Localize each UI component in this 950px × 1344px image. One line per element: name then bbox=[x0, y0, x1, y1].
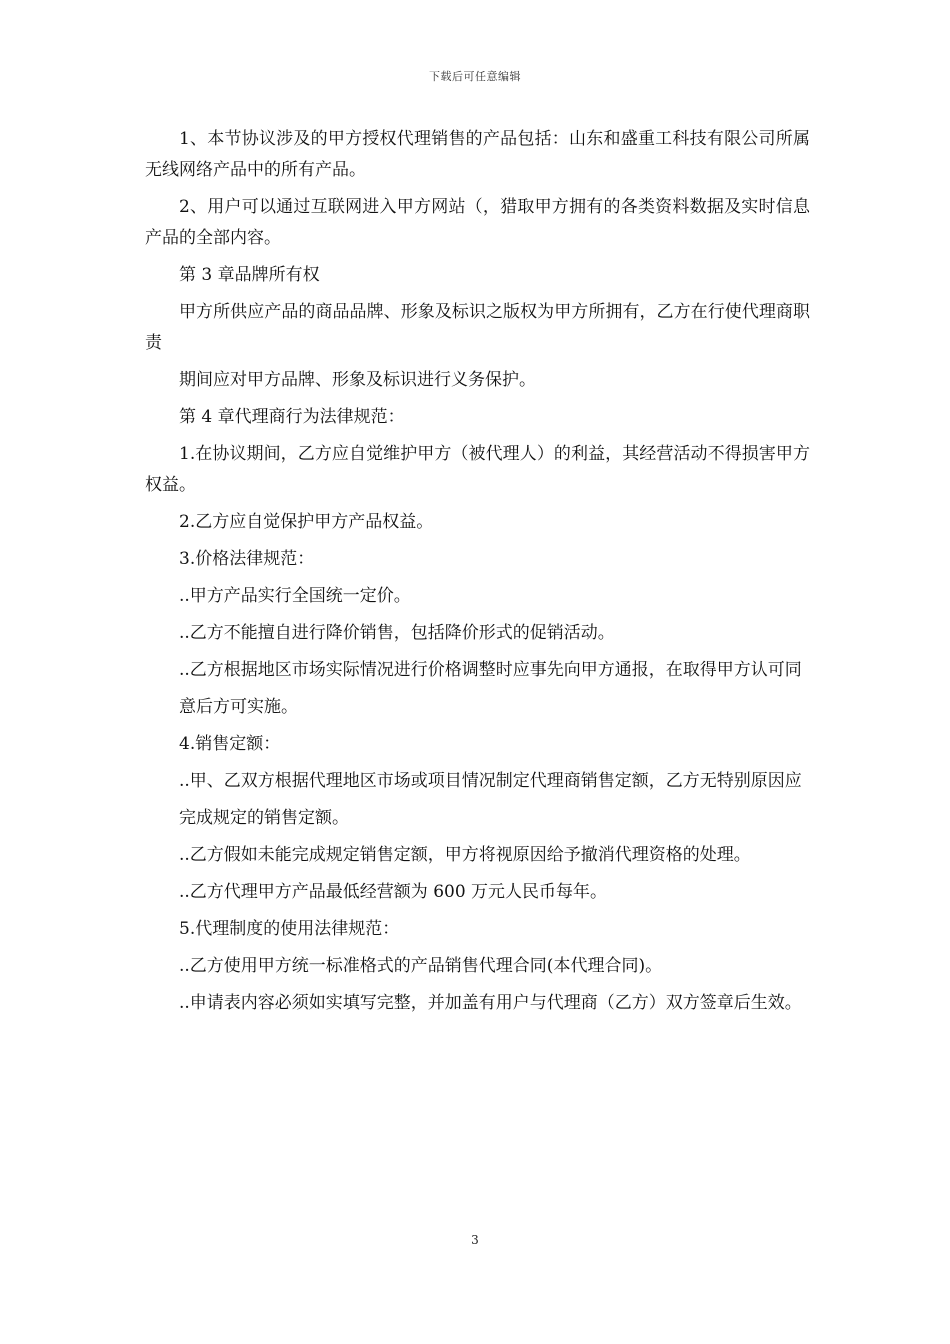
paragraph: 期间应对甲方品牌、形象及标识进行义务保护。 bbox=[179, 370, 536, 390]
header-note: 下载后可任意编辑 bbox=[429, 70, 521, 83]
chapter-heading: 第 3 章品牌所有权 bbox=[179, 265, 320, 285]
paragraph: ..乙方根据地区市场实际情况进行价格调整时应事先向甲方通报，在取得甲方认可同 bbox=[179, 660, 802, 680]
paragraph: 2、用户可以通过互联网进入甲方网站（，猎取甲方拥有的各类资料数据及实时信息产品的全部内容。 bbox=[145, 197, 810, 248]
page-number: 3 bbox=[471, 1233, 479, 1247]
paragraph: 3.价格法律规范： bbox=[179, 549, 315, 569]
paragraph: ..乙方代理甲方产品最低经营额为 600 万元人民币每年。 bbox=[179, 882, 608, 902]
paragraph: ..乙方不能擅自进行降价销售，包括降价形式的促销活动。 bbox=[179, 623, 615, 643]
paragraph: 甲方所供应产品的商品品牌、形象及标识之版权为甲方所拥有，乙方在行使代理商职责 bbox=[145, 302, 810, 353]
paragraph: ..乙方假如未能完成规定销售定额，甲方将视原因给予撤消代理资格的处理。 bbox=[179, 845, 751, 865]
paragraph: ..申请表内容必须如实填写完整，并加盖有用户与代理商（乙方）双方签章后生效。 bbox=[179, 993, 802, 1013]
paragraph: 1、本节协议涉及的甲方授权代理销售的产品包括：山东和盛重工科技有限公司所属无线网络产品中的所有产品。 bbox=[145, 129, 810, 180]
paragraph: ..甲、乙双方根据代理地区市场或项目情况制定代理商销售定额，乙方无特别原因应 bbox=[179, 771, 802, 791]
paragraph: 2.乙方应自觉保护甲方产品权益。 bbox=[179, 512, 434, 532]
paragraph: 完成规定的销售定额。 bbox=[179, 808, 349, 828]
chapter-heading: 第 4 章代理商行为法律规范： bbox=[179, 407, 405, 427]
paragraph: 意后方可实施。 bbox=[179, 697, 298, 717]
paragraph: 1.在协议期间，乙方应自觉维护甲方（被代理人）的利益，其经营活动不得损害甲方权益。 bbox=[145, 444, 810, 495]
body-text bbox=[145, 124, 810, 1025]
paragraph: 4.销售定额： bbox=[179, 734, 281, 754]
paragraph: ..乙方使用甲方统一标准格式的产品销售代理合同(本代理合同)。 bbox=[179, 956, 663, 976]
paragraph: 5.代理制度的使用法律规范： bbox=[179, 919, 400, 939]
paragraph: ..甲方产品实行全国统一定价。 bbox=[179, 586, 411, 606]
